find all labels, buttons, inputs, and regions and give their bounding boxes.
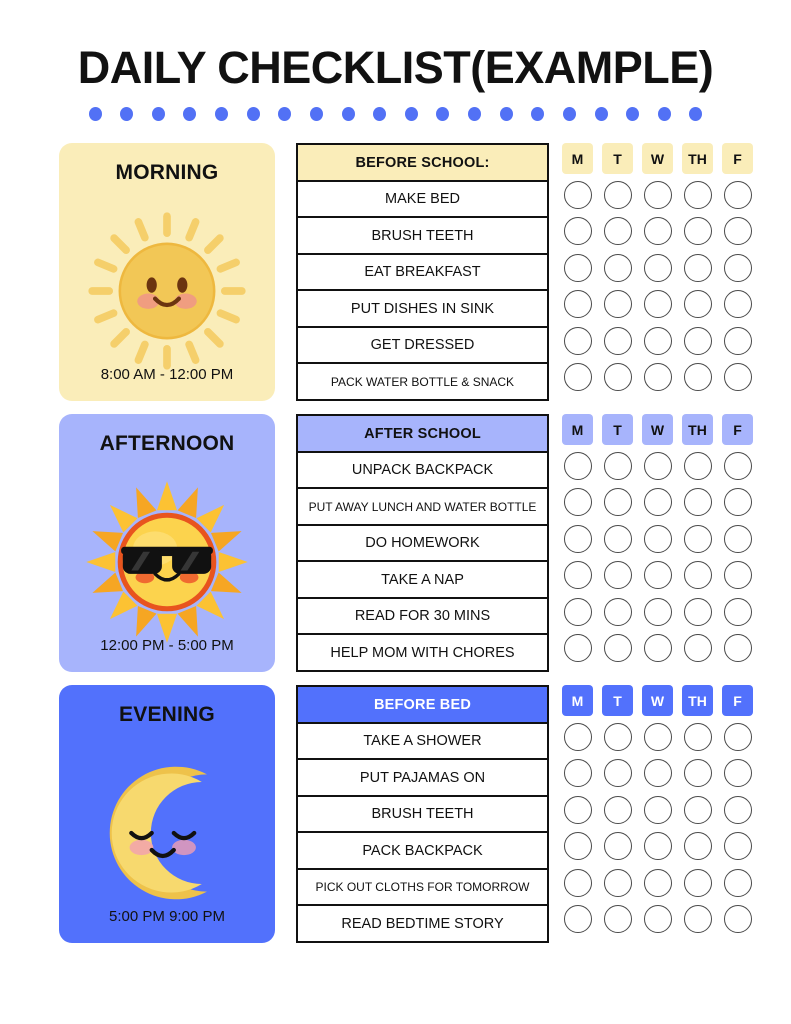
divider-dot	[500, 107, 513, 121]
day-header-t: T	[602, 414, 633, 445]
checkbox-circle-w[interactable]	[644, 598, 672, 626]
divider-dot	[626, 107, 639, 121]
task-table-header-evening: BEFORE BED	[298, 687, 547, 724]
checkbox-circle-m[interactable]	[564, 561, 592, 589]
day-header-w: W	[642, 143, 673, 174]
divider-dot	[183, 107, 196, 121]
checkbox-circle-w[interactable]	[644, 525, 672, 553]
divider-dot	[89, 107, 102, 121]
checkbox-circle-w[interactable]	[644, 759, 672, 787]
task-row: TAKE A SHOWER	[298, 724, 547, 761]
time-of-day-card-morning	[59, 143, 275, 401]
checkbox-circle-th[interactable]	[684, 217, 712, 245]
day-header-th: TH	[682, 143, 713, 174]
task-table-header-afternoon: AFTER SCHOOL	[298, 416, 547, 453]
divider-dot	[215, 107, 228, 121]
day-header-f: F	[722, 414, 753, 445]
checkbox-circle-th[interactable]	[684, 832, 712, 860]
dot-divider	[89, 107, 703, 121]
task-row: PUT PAJAMAS ON	[298, 760, 547, 797]
checkbox-circle-m[interactable]	[564, 217, 592, 245]
checkbox-grid-afternoon	[562, 414, 753, 666]
checkbox-circle-t[interactable]	[604, 181, 632, 209]
checkbox-circle-m[interactable]	[564, 327, 592, 355]
task-table-evening	[296, 685, 549, 943]
divider-dot	[373, 107, 386, 121]
checkbox-grid-morning	[562, 143, 753, 395]
page-title: DAILY CHECKLIST(EXAMPLE)	[77, 42, 714, 93]
checkbox-circle-f[interactable]	[724, 181, 752, 209]
checkbox-circle-t[interactable]	[604, 525, 632, 553]
checkbox-circle-t[interactable]	[604, 869, 632, 897]
task-row: BRUSH TEETH	[298, 218, 547, 255]
task-row: BRUSH TEETH	[298, 797, 547, 834]
checkbox-circle-m[interactable]	[564, 452, 592, 480]
divider-dot	[595, 107, 608, 121]
checkbox-row	[562, 791, 753, 828]
checkbox-circle-f[interactable]	[724, 796, 752, 824]
checkbox-circle-th[interactable]	[684, 634, 712, 662]
time-of-day-range-evening: 5:00 PM 9:00 PM	[109, 908, 225, 926]
checkbox-circle-w[interactable]	[644, 832, 672, 860]
checkbox-circle-f[interactable]	[724, 452, 752, 480]
checkbox-circle-f[interactable]	[724, 290, 752, 318]
day-header-row	[562, 685, 753, 716]
task-row: PICK OUT CLOTHS FOR TOMORROW	[298, 870, 547, 907]
checkbox-circle-f[interactable]	[724, 327, 752, 355]
task-row: PACK WATER BOTTLE & SNACK	[298, 364, 547, 401]
divider-dot	[278, 107, 291, 121]
checklist-section-morning	[0, 143, 791, 401]
checkbox-circle-m[interactable]	[564, 525, 592, 553]
checkbox-circle-th[interactable]	[684, 290, 712, 318]
checkbox-row	[562, 447, 753, 484]
task-table-header-morning: BEFORE SCHOOL:	[298, 145, 547, 182]
checkbox-circle-t[interactable]	[604, 452, 632, 480]
checkbox-circle-m[interactable]	[564, 905, 592, 933]
checkbox-circle-w[interactable]	[644, 869, 672, 897]
divider-dot	[310, 107, 323, 121]
checkbox-row	[562, 249, 753, 286]
checkbox-row	[562, 755, 753, 792]
day-header-m: M	[562, 414, 593, 445]
checkbox-circle-t[interactable]	[604, 217, 632, 245]
checkbox-circle-m[interactable]	[564, 363, 592, 391]
checkbox-row	[562, 359, 753, 396]
divider-dot	[120, 107, 133, 121]
checkbox-circle-t[interactable]	[604, 598, 632, 626]
divider-dot	[658, 107, 671, 121]
day-header-t: T	[602, 143, 633, 174]
checkbox-circle-w[interactable]	[644, 217, 672, 245]
checkbox-circle-th[interactable]	[684, 905, 712, 933]
checkbox-circle-f[interactable]	[724, 488, 752, 516]
time-of-day-card-evening	[59, 685, 275, 943]
checkbox-circle-t[interactable]	[604, 832, 632, 860]
checkbox-row	[562, 864, 753, 901]
day-header-m: M	[562, 143, 593, 174]
checkbox-circle-th[interactable]	[684, 723, 712, 751]
checkbox-circle-w[interactable]	[644, 254, 672, 282]
checkbox-circle-w[interactable]	[644, 561, 672, 589]
checkbox-circle-th[interactable]	[684, 488, 712, 516]
checkbox-circle-m[interactable]	[564, 181, 592, 209]
checkbox-circle-m[interactable]	[564, 759, 592, 787]
task-row: PACK BACKPACK	[298, 833, 547, 870]
checkbox-circle-f[interactable]	[724, 634, 752, 662]
checkbox-circle-w[interactable]	[644, 796, 672, 824]
day-header-row	[562, 143, 753, 174]
checkbox-circle-th[interactable]	[684, 327, 712, 355]
checkbox-circle-m[interactable]	[564, 869, 592, 897]
checkbox-circle-m[interactable]	[564, 796, 592, 824]
checkbox-circle-th[interactable]	[684, 181, 712, 209]
time-of-day-title-morning: MORNING	[115, 161, 219, 185]
task-row: MAKE BED	[298, 182, 547, 219]
checkbox-row	[562, 901, 753, 938]
checkbox-circle-t[interactable]	[604, 723, 632, 751]
checkbox-circle-w[interactable]	[644, 488, 672, 516]
day-header-m: M	[562, 685, 593, 716]
checkbox-circle-t[interactable]	[604, 363, 632, 391]
day-header-t: T	[602, 685, 633, 716]
checkbox-circle-m[interactable]	[564, 598, 592, 626]
checkbox-circle-t[interactable]	[604, 796, 632, 824]
task-row: GET DRESSED	[298, 328, 547, 365]
day-header-f: F	[722, 143, 753, 174]
divider-dot	[563, 107, 576, 121]
checkbox-circle-w[interactable]	[644, 181, 672, 209]
checkbox-circle-w[interactable]	[644, 723, 672, 751]
checkbox-circle-m[interactable]	[564, 634, 592, 662]
divider-dot	[405, 107, 418, 121]
checkbox-row	[562, 286, 753, 323]
divider-dot	[342, 107, 355, 121]
task-row: EAT BREAKFAST	[298, 255, 547, 292]
checkbox-circle-f[interactable]	[724, 217, 752, 245]
checkbox-circle-t[interactable]	[604, 254, 632, 282]
checkbox-row	[562, 828, 753, 865]
time-of-day-range-morning: 8:00 AM - 12:00 PM	[100, 366, 234, 384]
task-table-morning	[296, 143, 549, 401]
checkbox-circle-f[interactable]	[724, 723, 752, 751]
checkbox-circle-th[interactable]	[684, 796, 712, 824]
time-of-day-card-afternoon	[59, 414, 275, 672]
checkbox-row	[562, 718, 753, 755]
checkbox-circle-m[interactable]	[564, 290, 592, 318]
divider-dot	[689, 107, 702, 121]
checkbox-circle-th[interactable]	[684, 869, 712, 897]
checkbox-circle-t[interactable]	[604, 488, 632, 516]
checkbox-circle-w[interactable]	[644, 327, 672, 355]
checkbox-circle-t[interactable]	[604, 905, 632, 933]
checkbox-row	[562, 593, 753, 630]
day-header-row	[562, 414, 753, 445]
task-row: DO HOMEWORK	[298, 526, 547, 563]
task-row: TAKE A NAP	[298, 562, 547, 599]
task-row: HELP MOM WITH CHORES	[298, 635, 547, 672]
time-of-day-title-afternoon: AFTERNOON	[99, 432, 235, 456]
checkbox-row	[562, 213, 753, 250]
checkbox-circle-f[interactable]	[724, 254, 752, 282]
checkbox-circle-th[interactable]	[684, 525, 712, 553]
checkbox-circle-t[interactable]	[604, 634, 632, 662]
divider-dot	[152, 107, 165, 121]
checkbox-circle-w[interactable]	[644, 452, 672, 480]
day-header-f: F	[722, 685, 753, 716]
checkbox-circle-f[interactable]	[724, 759, 752, 787]
checkbox-row	[562, 484, 753, 521]
checkbox-circle-t[interactable]	[604, 759, 632, 787]
checkbox-circle-w[interactable]	[644, 290, 672, 318]
checkbox-circle-f[interactable]	[724, 598, 752, 626]
day-header-th: TH	[682, 685, 713, 716]
checkbox-circle-m[interactable]	[564, 832, 592, 860]
checkbox-row	[562, 630, 753, 667]
checkbox-row	[562, 176, 753, 213]
checkbox-circle-f[interactable]	[724, 363, 752, 391]
task-row: PUT AWAY LUNCH AND WATER BOTTLE	[298, 489, 547, 526]
task-row: READ BEDTIME STORY	[298, 906, 547, 943]
task-row: UNPACK BACKPACK	[298, 453, 547, 490]
checkbox-circle-w[interactable]	[644, 363, 672, 391]
day-header-w: W	[642, 414, 673, 445]
checkbox-circle-w[interactable]	[644, 905, 672, 933]
task-row: PUT DISHES IN SINK	[298, 291, 547, 328]
checkbox-circle-f[interactable]	[724, 905, 752, 933]
checkbox-circle-t[interactable]	[604, 290, 632, 318]
checkbox-circle-th[interactable]	[684, 363, 712, 391]
checkbox-circle-w[interactable]	[644, 634, 672, 662]
checkbox-row	[562, 557, 753, 594]
checklist-sections	[0, 143, 791, 943]
checkbox-circle-f[interactable]	[724, 869, 752, 897]
divider-dot	[247, 107, 260, 121]
checkbox-circle-th[interactable]	[684, 561, 712, 589]
checkbox-circle-f[interactable]	[724, 525, 752, 553]
checkbox-circle-f[interactable]	[724, 832, 752, 860]
checkbox-circle-th[interactable]	[684, 452, 712, 480]
checkbox-circle-f[interactable]	[724, 561, 752, 589]
checkbox-circle-m[interactable]	[564, 723, 592, 751]
checkbox-circle-m[interactable]	[564, 488, 592, 516]
time-of-day-range-afternoon: 12:00 PM - 5:00 PM	[100, 637, 234, 655]
checkbox-circle-m[interactable]	[564, 254, 592, 282]
divider-dot	[436, 107, 449, 121]
checkbox-row	[562, 520, 753, 557]
checkbox-circle-th[interactable]	[684, 759, 712, 787]
day-header-th: TH	[682, 414, 713, 445]
checkbox-circle-t[interactable]	[604, 327, 632, 355]
day-header-w: W	[642, 685, 673, 716]
checklist-section-evening	[0, 685, 791, 943]
checkbox-grid-evening	[562, 685, 753, 937]
task-row: READ FOR 30 MINS	[298, 599, 547, 636]
divider-dot	[468, 107, 481, 121]
checkbox-row	[562, 322, 753, 359]
checkbox-circle-th[interactable]	[684, 598, 712, 626]
time-of-day-title-evening: EVENING	[119, 703, 215, 727]
task-table-afternoon	[296, 414, 549, 672]
checkbox-circle-th[interactable]	[684, 254, 712, 282]
divider-dot	[531, 107, 544, 121]
checklist-section-afternoon	[0, 414, 791, 672]
checkbox-circle-t[interactable]	[604, 561, 632, 589]
